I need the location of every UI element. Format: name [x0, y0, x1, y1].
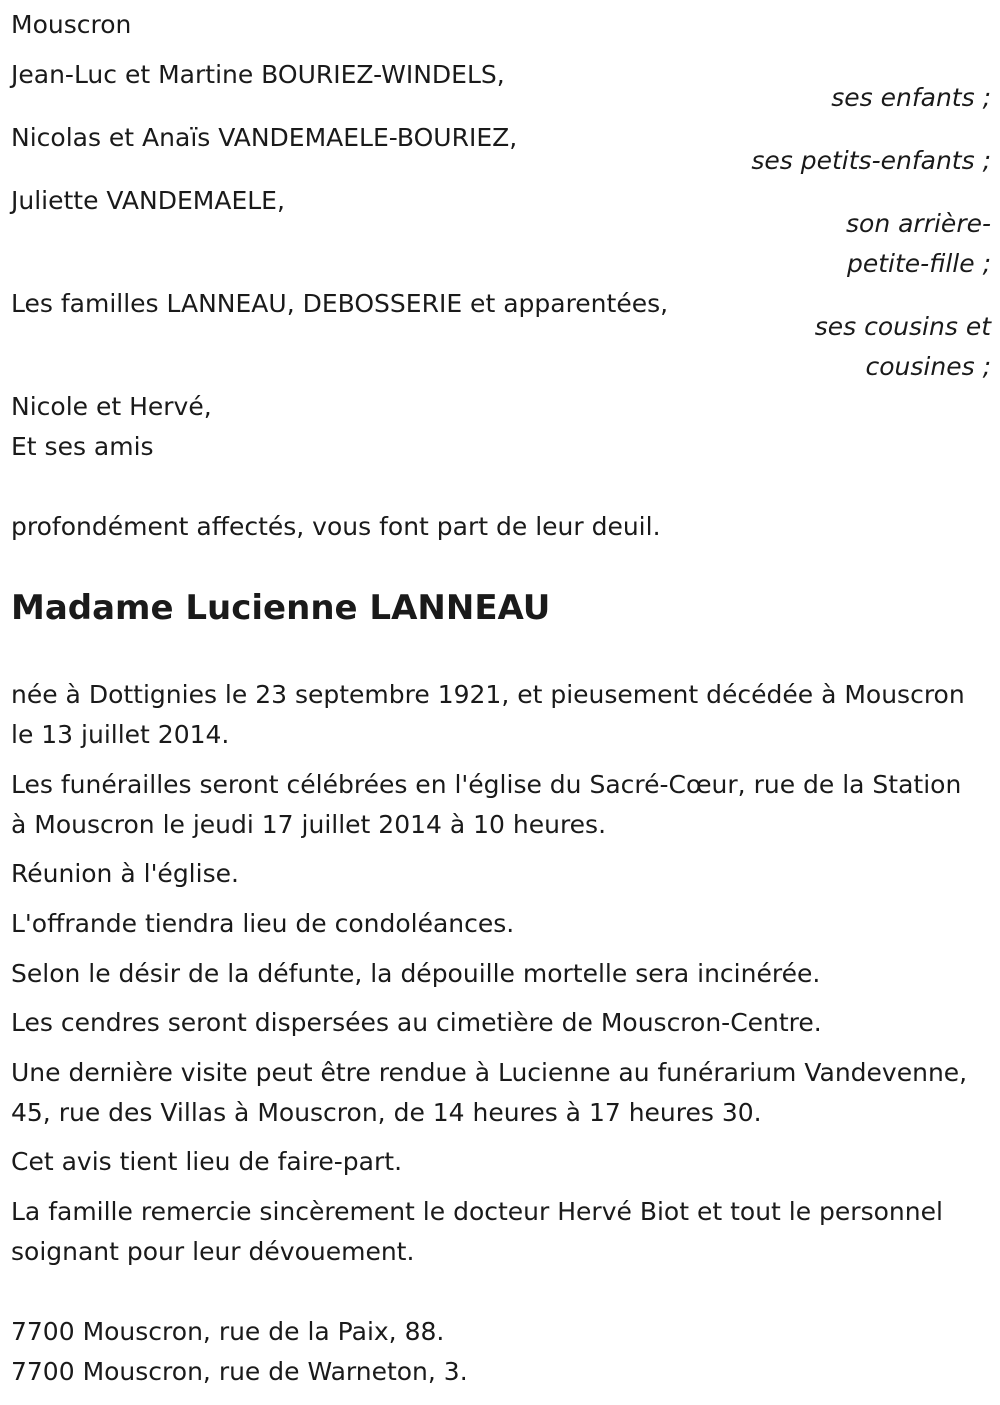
- others-line-2: Et ses amis: [11, 432, 154, 461]
- ashes-paragraph: Les cendres seront dispersées au cimetière de Mouscron-Centre.: [11, 1008, 822, 1037]
- visit-paragraph: Une dernière visite peut être rendue à Lucienne au funérarium Vandevenne, 45, rue des Villas à Mouscron, de 14 heures à 17 heures 30.: [11, 1058, 968, 1127]
- notice-paragraph: Cet avis tient lieu de faire-part.: [11, 1147, 403, 1176]
- deceased-name: Madame Lucienne LANNEAU: [11, 588, 551, 628]
- birth-death-paragraph: née à Dottignies le 23 septembre 1921, et pieusement décédée à Mouscron le 13 juillet 2014.: [11, 680, 965, 749]
- family-grandchildren-role: ses petits-enfants ;: [751, 146, 991, 175]
- offering-paragraph: L'offrande tiendra lieu de condoléances.: [11, 909, 515, 938]
- address-line-2: 7700 Mouscron, rue de Warneton, 3.: [11, 1357, 468, 1386]
- cremation-paragraph: Selon le désir de la défunte, la dépouille mortelle sera incinérée.: [11, 959, 821, 988]
- family-children-name: Jean-Luc et Martine BOURIEZ-WINDELS,: [11, 60, 505, 89]
- family-greatgrandchild-role-line2: petite-fille ;: [847, 249, 991, 278]
- family-cousins-name: Les familles LANNEAU, DEBOSSERIE et apparentées,: [11, 289, 669, 318]
- city-heading: Mouscron: [11, 10, 132, 39]
- family-greatgrandchild-name: Juliette VANDEMAELE,: [11, 186, 285, 215]
- family-cousins-role-line2: cousines ;: [865, 352, 991, 381]
- funeral-paragraph: Les funérailles seront célébrées en l'église du Sacré-Cœur, rue de la Station à Mouscron le jeudi 17 juillet 2014 à 10 heures.: [11, 770, 962, 839]
- family-children-role: ses enfants ;: [831, 83, 991, 112]
- others-line-1: Nicole et Hervé,: [11, 392, 212, 421]
- intro-text: profondément affectés, vous font part de leur deuil.: [11, 512, 661, 541]
- address-line-1: 7700 Mouscron, rue de la Paix, 88.: [11, 1317, 445, 1346]
- meeting-paragraph: Réunion à l'église.: [11, 859, 239, 888]
- thanks-paragraph: La famille remercie sincèrement le docteur Hervé Biot et tout le personnel soignant pour leur dévouement.: [11, 1197, 943, 1266]
- family-grandchildren-name: Nicolas et Anaïs VANDEMAELE-BOURIEZ,: [11, 123, 518, 152]
- family-cousins-role-line1: ses cousins et: [814, 312, 991, 341]
- family-greatgrandchild-role-line1: son arrière-: [846, 209, 991, 238]
